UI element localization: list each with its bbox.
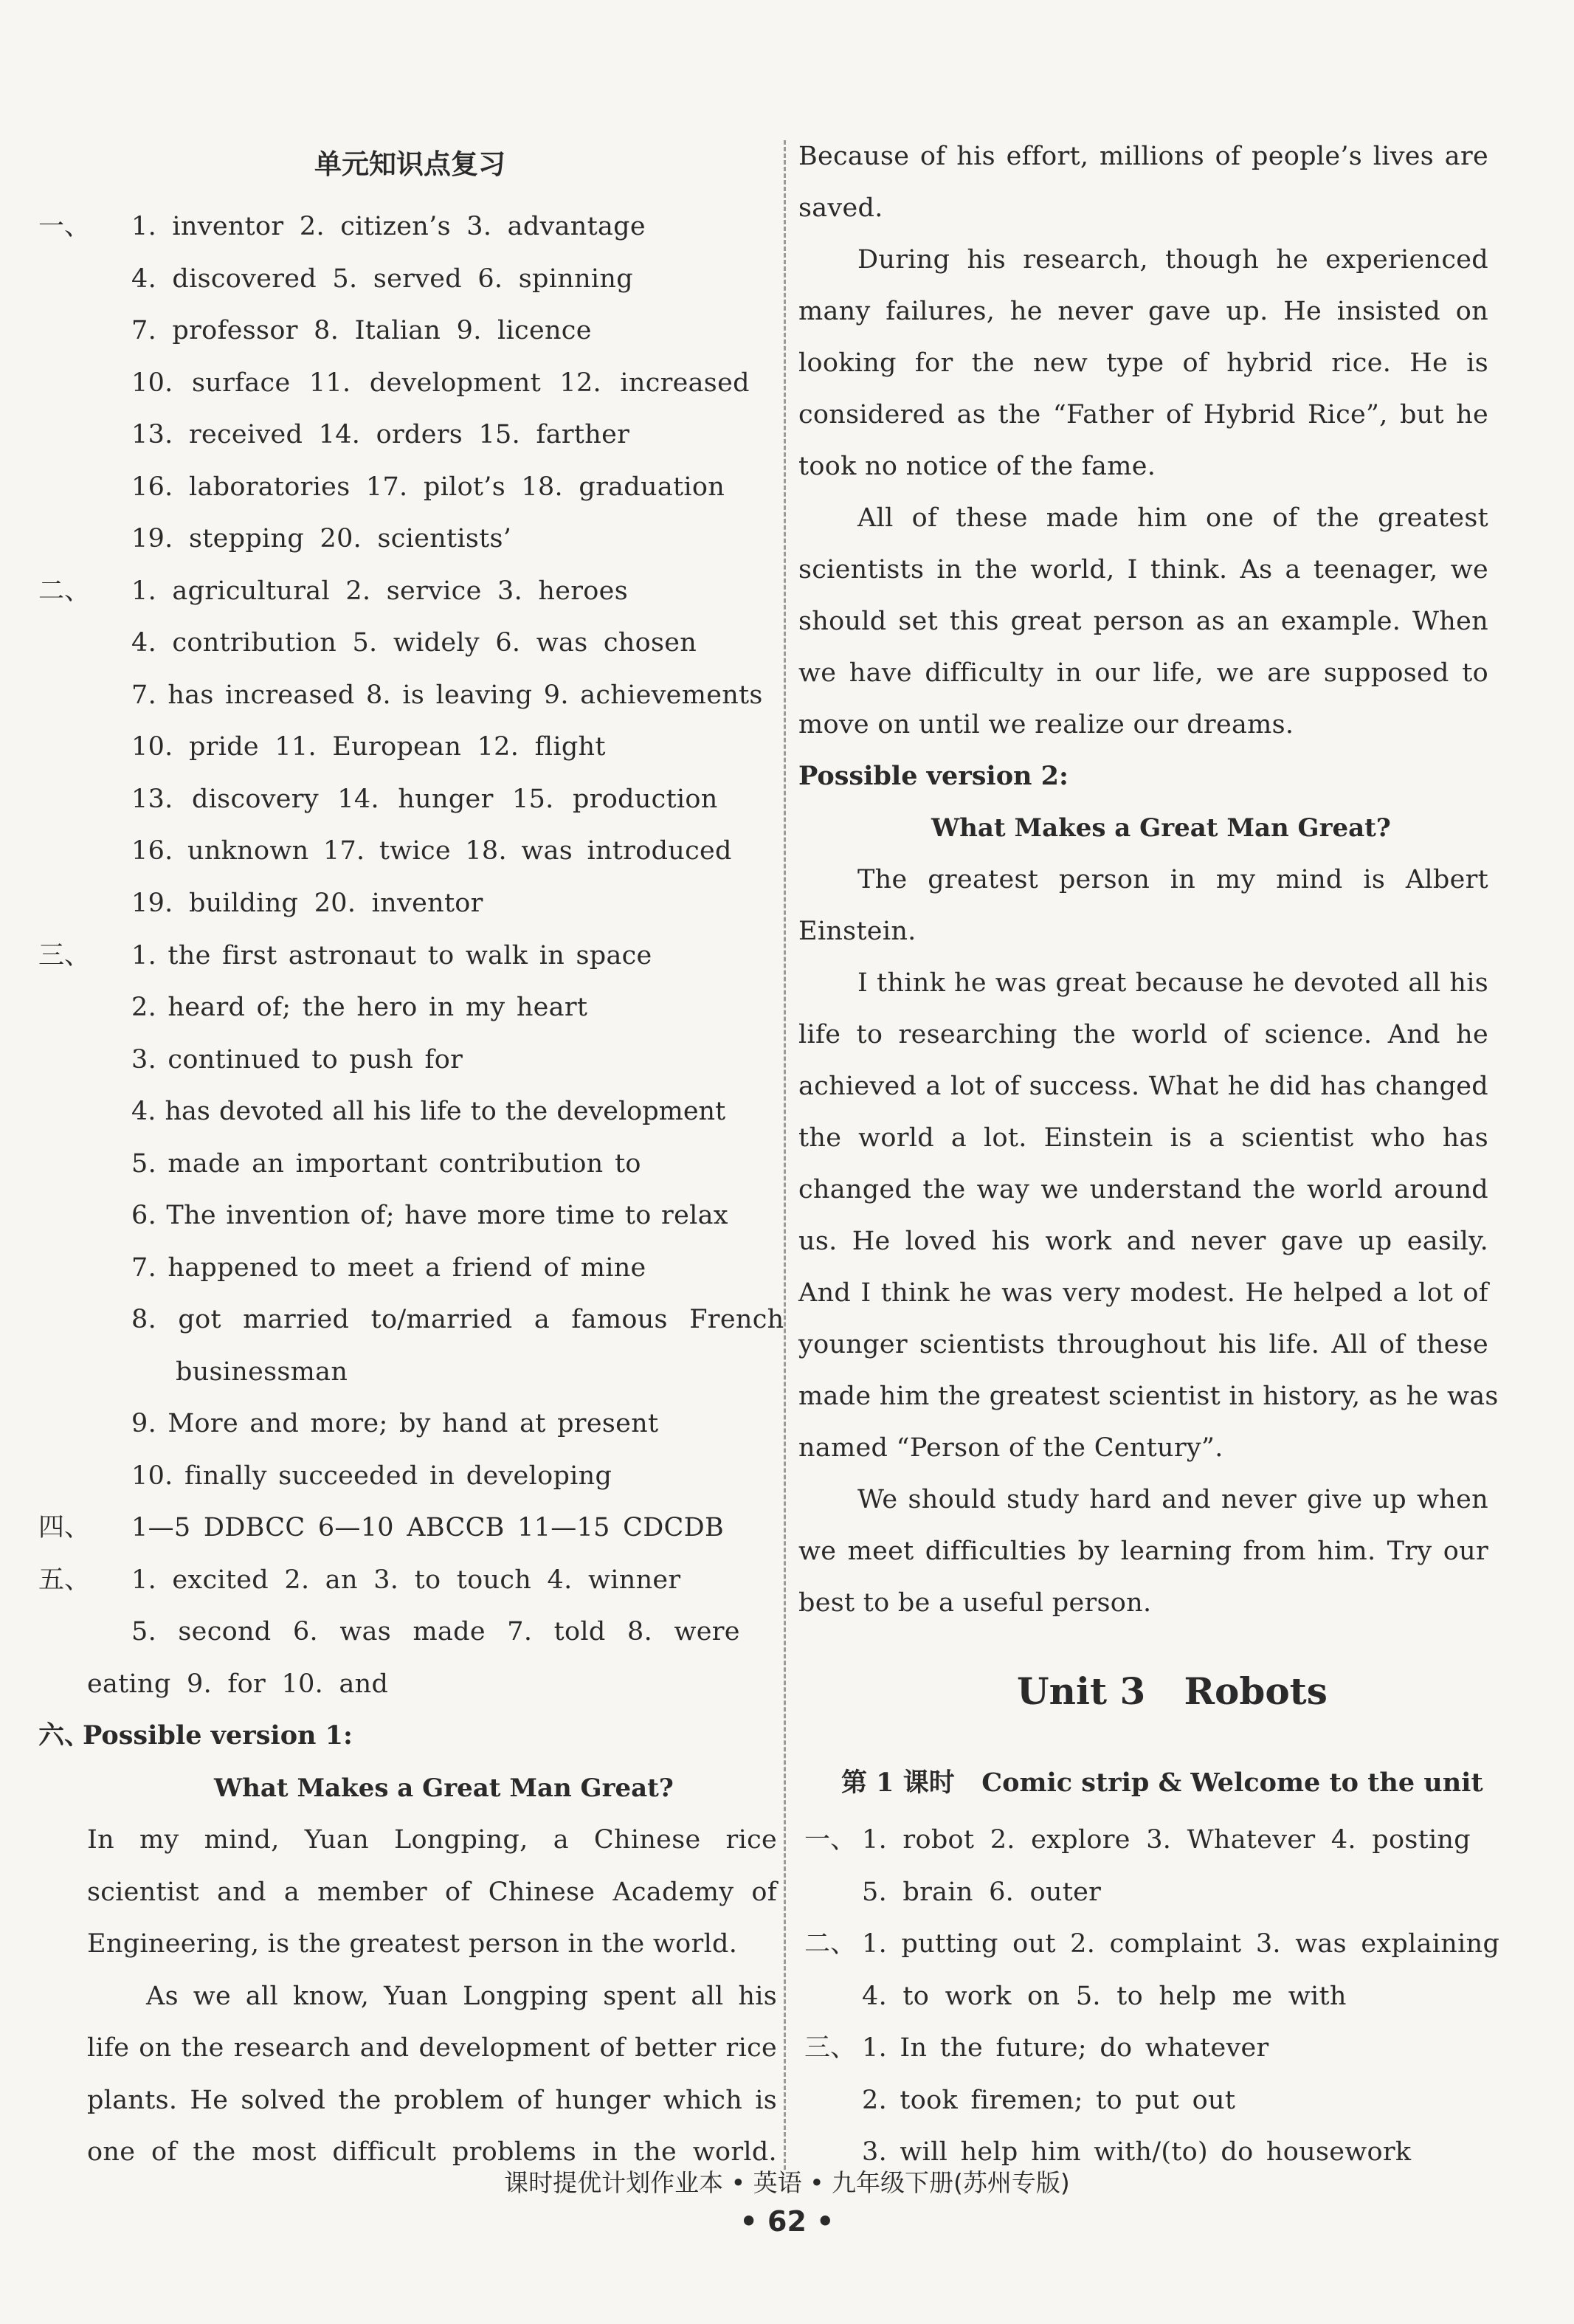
answer-line: 1. inventor 2. citizen’s 3. advantage: [131, 212, 646, 241]
answer-line: 7. professor 8. Italian 9. licence: [131, 316, 592, 345]
answer-line: 19. building 20. inventor: [131, 889, 483, 918]
answer-line: 3. continued to push for: [131, 1045, 463, 1075]
answer-line: 5. brain 6. outer: [862, 1878, 1102, 1907]
answer-line: 1. the first astronaut to walk in space: [131, 941, 652, 970]
answer-line: 1—5 DDBCC 6—10 ABCCB 11—15 CDCDB: [131, 1513, 725, 1542]
answer-line: 6. The invention of; have more time to relax: [131, 1201, 728, 1230]
page-number: • 62 •: [739, 2205, 835, 2238]
answer-line: 1. robot 2. explore 3. Whatever 4. posting: [862, 1825, 1471, 1855]
lesson-title: 第 1 课时 Comic strip & Welcome to the unit: [841, 1768, 1483, 1798]
unit-title: Unit 3 Robots: [1017, 1669, 1328, 1713]
essay-line: achieved a lot of success. What he did has changed: [798, 1072, 1488, 1101]
answer-line: 2. heard of; the hero in my heart: [131, 993, 588, 1022]
essay-line: move on until we realize our dreams.: [798, 710, 1294, 739]
essay-line: changed the way we understand the world around: [798, 1175, 1488, 1204]
footer-book-title: 课时提优计划作业本 • 英语 • 九年级下册(苏州专版): [504, 2168, 1070, 2197]
answer-line: 4. contribution 5. widely 6. was chosen: [131, 628, 697, 658]
answer-line: 4. to work on 5. to help me with: [862, 1982, 1347, 2011]
essay-line: considered as the “Father of Hybrid Rice”, but he: [798, 400, 1488, 430]
essay-line: named “Person of the Century”.: [798, 1433, 1223, 1463]
essay-2-title: What Makes a Great Man Great?: [931, 813, 1391, 843]
answer-line: 1. excited 2. an 3. to touch 4. winner: [131, 1565, 681, 1595]
answer-line: 10. pride 11. European 12. flight: [131, 732, 606, 762]
part-6-mark: 六、: [38, 1720, 91, 1751]
answer-line: 9. More and more; by hand at present: [131, 1409, 659, 1438]
section-title: 单元知识点复习: [314, 148, 505, 180]
essay-line: Engineering, is the greatest person in the world.: [87, 1929, 738, 1959]
version-2-label: Possible version 2:: [798, 761, 1069, 791]
answer-line: 10. surface 11. development 12. increased: [131, 368, 750, 398]
answer-line: 1. agricultural 2. service 3. heroes: [131, 576, 628, 606]
answer-line: 19. stepping 20. scientists’: [131, 524, 512, 554]
answer-line: 3. will help him with/(to) do housework: [862, 2137, 1412, 2167]
answer-line: 7. has increased 8. is leaving 9. achievements: [131, 680, 763, 710]
essay-line: As we all know, Yuan Longping spent all his: [146, 1982, 777, 2011]
answer-line: eating 9. for 10. and: [87, 1669, 389, 1699]
essay-line: During his research, though he experienced: [857, 245, 1488, 275]
answer-line: 1. putting out 2. complaint 3. was explaining: [862, 1929, 1500, 1959]
essay-line: We should study hard and never give up when: [857, 1485, 1488, 1514]
answer-line: 13. received 14. orders 15. farther: [131, 420, 630, 449]
answer-line: 2. took firemen; to put out: [862, 2086, 1236, 2115]
essay-line: looking for the new type of hybrid rice. He is: [798, 348, 1488, 378]
answer-line: 5. made an important contribution to: [131, 1149, 641, 1179]
answer-line: 7. happened to meet a friend of mine: [131, 1253, 646, 1283]
answer-line: 16. laboratories 17. pilot’s 18. graduation: [131, 472, 725, 502]
version-1-label: Possible version 1:: [83, 1720, 353, 1751]
essay-line: we meet difficulties by learning from him. Try our: [798, 1537, 1488, 1566]
essay-line: In my mind, Yuan Longping, a Chinese rice: [87, 1825, 777, 1855]
essay-line: scientist and a member of Chinese Academy of: [87, 1878, 777, 1907]
essay-line: The greatest person in my mind is Albert: [857, 865, 1488, 894]
column-divider: [784, 140, 786, 2170]
essay-line: younger scientists throughout his life. All of these: [798, 1330, 1488, 1359]
u3-part-2-mark: 二、: [804, 1929, 857, 1959]
essay-line: the world a lot. Einstein is a scientist who has: [798, 1123, 1488, 1153]
part-2-mark: 二、: [38, 576, 91, 606]
part-4-mark: 四、: [38, 1513, 91, 1542]
essay-line: life to researching the world of science. And he: [798, 1020, 1488, 1049]
part-1-mark: 一、: [38, 212, 91, 241]
answer-line: 4. discovered 5. served 6. spinning: [131, 264, 633, 294]
essay-line: Because of his effort, millions of people’s lives are: [798, 142, 1488, 171]
answer-line: 5. second 6. was made 7. told 8. were: [131, 1617, 740, 1647]
essay-line: All of these made him one of the greatest: [857, 503, 1488, 533]
essay-line: saved.: [798, 193, 883, 223]
essay-line: us. He loved his work and never gave up easily.: [798, 1227, 1488, 1256]
essay-1-title: What Makes a Great Man Great?: [214, 1773, 674, 1803]
answer-line: 1. In the future; do whatever: [862, 2033, 1269, 2063]
part-5-mark: 五、: [38, 1565, 91, 1595]
u3-part-3-mark: 三、: [804, 2033, 857, 2063]
u3-part-1-mark: 一、: [804, 1825, 857, 1855]
essay-line: life on the research and development of better rice: [87, 2033, 777, 2063]
essay-line: scientists in the world, I think. As a teenager, we: [798, 555, 1488, 585]
answer-line: 16. unknown 17. twice 18. was introduced: [131, 836, 732, 866]
essay-line: took no notice of the fame.: [798, 452, 1156, 481]
answer-line: 10. finally succeeded in developing: [131, 1461, 612, 1491]
essay-line: we have difficulty in our life, we are supposed to: [798, 658, 1488, 688]
answer-line: 4. has devoted all his life to the development: [131, 1097, 726, 1126]
essay-line: plants. He solved the problem of hunger which is: [87, 2086, 777, 2115]
essay-line: Einstein.: [798, 917, 917, 946]
answer-line: 13. discovery 14. hunger 15. production: [131, 785, 718, 814]
essay-line: many failures, he never gave up. He insisted on: [798, 297, 1488, 326]
essay-line: made him the greatest scientist in history, as he was: [798, 1382, 1499, 1411]
essay-line: I think he was great because he devoted all his: [857, 968, 1488, 998]
essay-line: And I think he was very modest. He helped a lot of: [798, 1278, 1488, 1308]
part-3-mark: 三、: [38, 941, 91, 970]
essay-line: should set this great person as an example. When: [798, 607, 1488, 636]
answer-line: businessman: [176, 1357, 348, 1387]
essay-line: one of the most difficult problems in the world.: [87, 2137, 777, 2167]
answer-line: 8. got married to/married a famous French: [131, 1305, 784, 1334]
essay-line: best to be a useful person.: [798, 1588, 1152, 1618]
